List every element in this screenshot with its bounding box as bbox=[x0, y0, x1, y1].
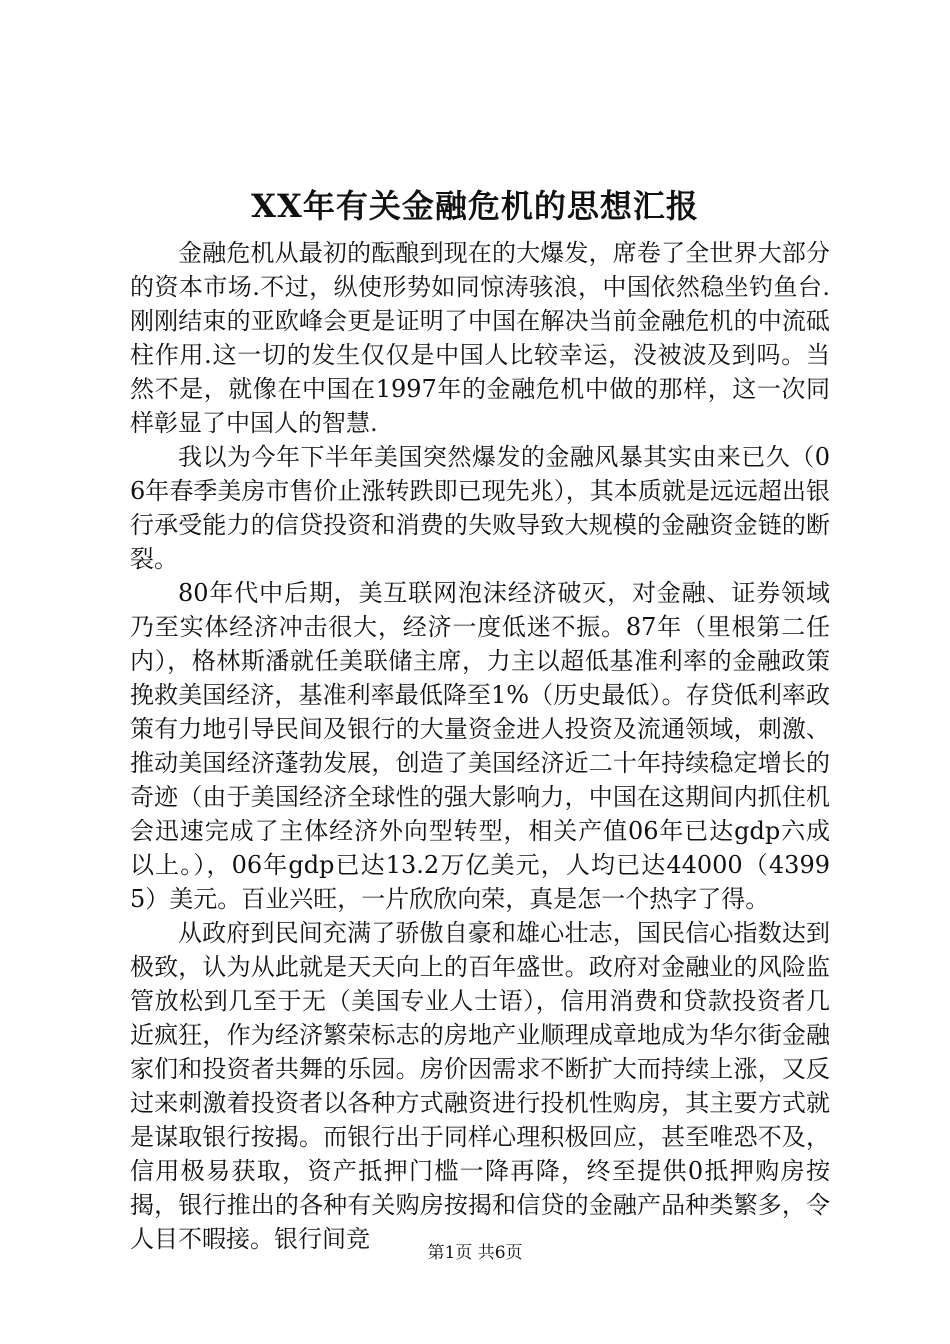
paragraph-3: 80年代中后期，美互联网泡沫经济破灭，对金融、证券领域乃至实体经济冲击很大，经济一度低迷不振。87年（里根第二任内），格林斯潘就任美联储主席，力主以超低基准利率的金融政策挽救美国经济，基准利率最低降至1%（历史最低）。存贷低利率政策有力地引导民间及银行的大量资金进人投资及流通领域，刺激、推动美国经济蓬勃发展，创造了美国经济近二十年持续稳定增长的奇迹（由于美国经济全球性的强大影响力，中国在这期间内抓住机会迅速完成了主体经济外向型转型，相关产值06年已达gdp六成以上。），06年gdp已达13.2万亿美元，人均已达44000（43995）美元。百业兴旺，一片欣欣向荣，真是怎一个热字了得。 bbox=[130, 579, 830, 913]
paragraph-4: 从政府到民间充满了骄傲自豪和雄心壮志，国民信心指数达到极致，认为从此就是天天向上的百年盛世。政府对金融业的风险监管放松到几至于无（美国专业人士语），信用消费和贷款投资者几近疯狂，作为经济繁荣标志的房地产业顺理成章地成为华尔街金融家们和投资者共舞的乐园。房价因需求不断扩大而持续上涨，又反过来刺激着投资者以各种方式融资进行投机性购房，其主要方式就是谋取银行按揭。而银行出于同样心理积极回应，甚至唯恐不及，信用极易获取，资产抵押门槛一降再降，终至提供0抵押购房按揭，银行推出的各种有关购房按揭和信贷的金融产品种类繁多，令人目不暇接。银行间竞 bbox=[130, 919, 830, 1253]
document-title: XX年有关金融危机的思想汇报 bbox=[251, 187, 699, 225]
document-body bbox=[130, 236, 830, 1256]
paragraph-1: 金融危机从最初的酝酿到现在的大爆发，席卷了全世界大部分的资本市场.不过，纵使形势如同惊涛骇浪，中国依然稳坐钓鱼台.刚刚结束的亚欧峰会更是证明了中国在解决当前金融危机的中流砥柱作用.这一切的发生仅仅是中国人比较幸运，没被波及到吗。当然不是，就像在中国在1997年的金融危机中做的那样，这一次同样彰显了中国人的智慧. bbox=[130, 239, 830, 437]
paragraph-2: 我以为今年下半年美国突然爆发的金融风暴其实由来已久（06年春季美房市售价止涨转跌即已现先兆），其本质就是远远超出银行承受能力的信贷投资和消费的失败导致大规模的金融资金链的断裂。 bbox=[130, 443, 830, 573]
page-footer: 第1页 共6页 bbox=[427, 1243, 523, 1263]
